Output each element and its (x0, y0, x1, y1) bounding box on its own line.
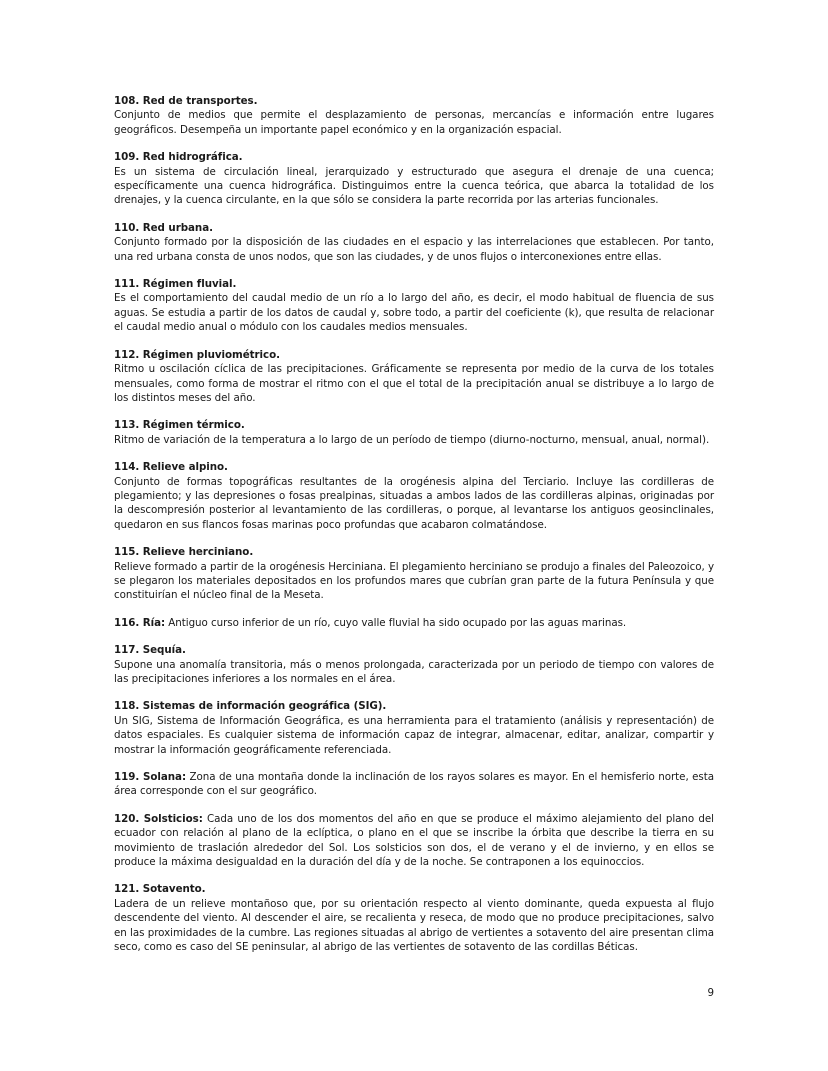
glossary-entry-119 (114, 770, 714, 799)
entry-body: Es el comportamiento del caudal medio de un río a lo largo del año, es decir, el modo habitual de fluencia de sus aguas. Se estudia a partir de los datos de caudal y, sobre todo, a partir del coeficiente (k), que resulta de relacionar el caudal medio anual o módulo con los caudales medios mensuales. (114, 292, 714, 334)
glossary-entry-111 (114, 277, 714, 335)
entry-body: Relieve formado a partir de la orogénesis Herciniana. El plegamiento herciniano se produjo a finales del Paleozoico, y se plegaron los materiales depositados en los profundos mares que cubrían gran parte de la futura Península y que constituirían el núcleo final de la Meseta. (114, 560, 714, 602)
entry-body: Cada uno de los dos momentos del año en que se produce el máximo alejamiento del plano del ecuador con relación al plano de la eclíptica, o plano en el que se inscribe la órbita que describe la tierra en su movimiento de traslación alrededor del Sol. Los solsticios son dos, el de verano y el de invierno, y en ellos se produce la máxima desigualdad en la duración del día y de la noche. Se contraponen a los equinoccios. (114, 812, 714, 869)
entry-body: Conjunto de medios que permite el desplazamiento de personas, mercancías e información entre lugares geográficos. Desempeña un importante papel económico y en la organización espacial. (114, 109, 714, 136)
entry-body: Ritmo de variación de la temperatura a lo largo de un período de tiempo (diurno-nocturno, mensual, anual, normal). (114, 433, 710, 446)
entry-body: Conjunto formado por la disposición de las ciudades en el espacio y las interrelaciones que establecen. Por tanto, una red urbana consta de unos nodos, que son las ciudades, y de unos flujos o interconexiones entre ellas. (114, 236, 714, 263)
entry-title: 111. Régimen fluvial. (114, 278, 237, 291)
entry-body: Zona de una montaña donde la inclinación de los rayos solares es mayor. En el hemisferio norte, esta área corresponde con el sur geográfico. (114, 771, 714, 798)
entry-title: 115. Relieve herciniano. (114, 546, 254, 559)
entry-body: Antiguo curso inferior de un río, cuyo valle fluvial ha sido ocupado por las aguas marinas. (165, 616, 627, 629)
entry-body: Ritmo u oscilación cíclica de las precipitaciones. Gráficamente se representa por medio de la curva de los totales mensuales, como forma de mostrar el ritmo con el que el total de la precipitación anual se distribuye a lo largo de los distintos meses del año. (114, 363, 714, 404)
entry-title: 112. Régimen pluviométrico. (114, 348, 280, 361)
glossary-entry-112 (114, 348, 714, 406)
glossary-entry-118 (114, 699, 714, 757)
entry-title: 110. Red urbana. (114, 221, 213, 234)
entry-title: 116. Ría: (114, 616, 166, 629)
entry-body: Conjunto de formas topográficas resultantes de la orogénesis alpina del Terciario. Incluye las cordilleras de plegamiento; y las depresiones o fosas prealpinas, situadas a ambos lados de las cordilleras alpinas, originadas por la descompresión posterior al levantamiento de las cordilleras, o porque, al levantarse los antiguos geosinclinales, quedaron en sus flancos fosas marinas poco profundas que acabaron colmatándose. (114, 475, 714, 531)
glossary-entry-120 (114, 812, 714, 870)
entry-title: 117. Sequía. (114, 644, 186, 657)
entry-title: 108. Red de transportes. (114, 95, 258, 107)
entry-body: Supone una anomalía transitoria, más o menos prolongada, caracterizada por un periodo de tiempo con valores de las precipitaciones inferiores a los normales en el área. (114, 658, 714, 685)
glossary-entry-110 (114, 221, 714, 264)
document-page (114, 94, 714, 968)
entry-title: 113. Régimen térmico. (114, 419, 245, 432)
glossary-entry-121 (114, 882, 714, 954)
glossary-entry-117 (114, 643, 714, 686)
glossary-entry-108 (114, 94, 714, 137)
entry-title: 119. Solana: (114, 771, 187, 784)
entry-title: 114. Relieve alpino. (114, 461, 228, 474)
page-number: 9 (707, 987, 714, 999)
glossary-entry-109 (114, 150, 714, 208)
glossary-entry-116 (114, 616, 714, 630)
entry-title: 118. Sistemas de información geográfica (SIG). (114, 700, 387, 713)
entry-title: 109. Red hidrográfica. (114, 151, 243, 164)
glossary-entry-113 (114, 418, 714, 447)
entry-title: 121. Sotavento. (114, 883, 206, 896)
entry-body: Ladera de un relieve montañoso que, por su orientación respecto al viento dominante, queda expuesta al flujo descendente del viento. Al descender el aire, se recalienta y reseca, de modo que no produce precipitaciones, salvo en las proximidades de la cumbre. Las regiones situadas al abrigo de vertientes a sotavento del aire presentan clima seco, como es caso del SE peninsular, al abrigo de las vertientes de sotavento de las cordillas Béticas. (114, 897, 714, 954)
entry-body: Es un sistema de circulación lineal, jerarquizado y estructurado que asegura el drenaje de una cuenca; específicamente una cuenca hidrográfica. Distinguimos entre la cuenca teórica, que abarca la totalidad de los drenajes, y la cuenca circulante, en la que sólo se considera la parte recorrida por las arterias funcionales. (114, 165, 714, 207)
entry-body: Un SIG, Sistema de Información Geográfica, es una herramienta para el tratamiento (análisis y representación) de datos espaciales. Es cualquier sistema de información capaz de integrar, almacenar, editar, analizar, compartir y mostrar la información geográficamente referenciada. (114, 714, 714, 756)
glossary-entry-114 (114, 460, 714, 532)
entry-title: 120. Solsticios: (114, 812, 203, 825)
glossary-entry-115 (114, 545, 714, 603)
